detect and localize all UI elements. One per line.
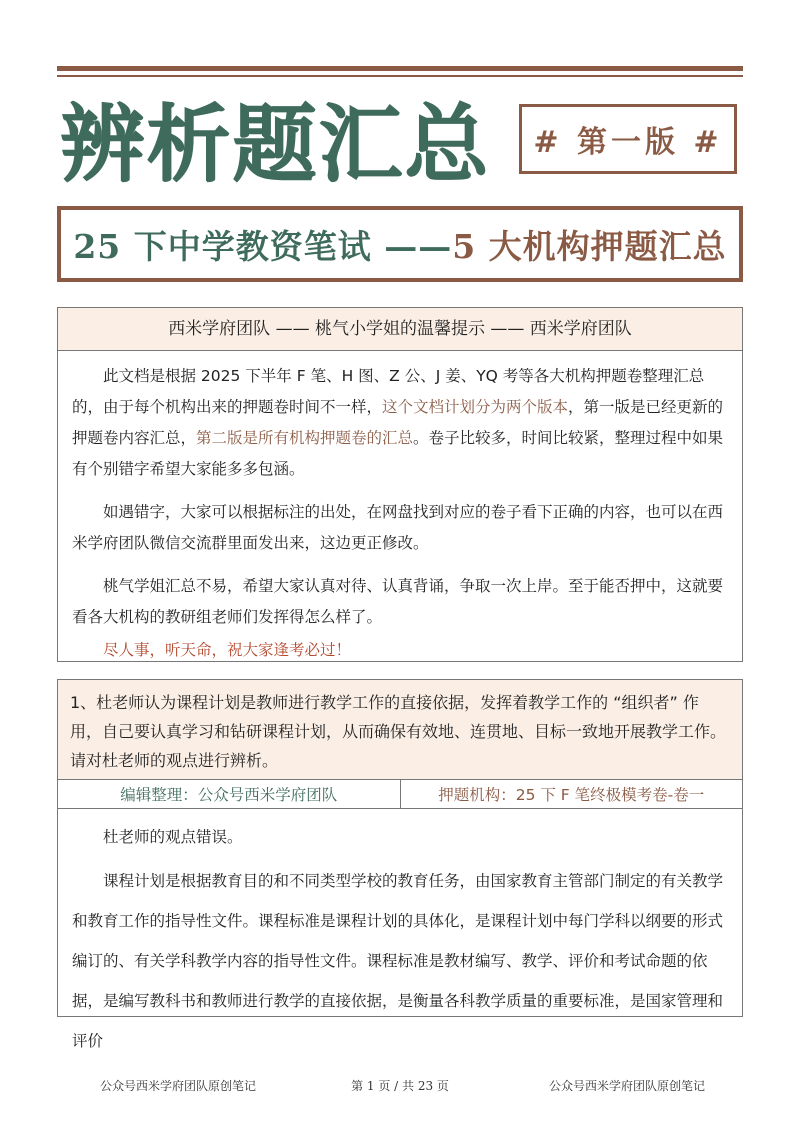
- question-meta-row: [58, 780, 742, 809]
- subtitle-banner: [57, 206, 743, 282]
- footer-right: 公众号西米学府团队原创笔记: [549, 1079, 706, 1093]
- subtitle-right: 5 大机构押题汇总: [452, 226, 727, 266]
- notice-box: [57, 307, 743, 662]
- question-source: 押题机构：25 下 F 笔终极模考卷-卷一: [438, 786, 705, 804]
- question-text: 1、杜老师认为课程计划是教师进行教学工作的直接依据，发挥着教学工作的 “组织者” 作用，自己要认真学习和钻研课程计划，从而确保有效地、连贯地、目标一致地开展教学工作。请对杜老师的观点进行辨析。: [58, 680, 742, 780]
- notice-closing: 尽人事，听天命，祝大家逢考必过！: [103, 641, 352, 659]
- notice-paragraph-3: 桃气学姐汇总不易，希望大家认真对待、认真背诵，争取一次上岸。至于能否押中，这就要看各大机构的教研组老师们发挥得怎么样了。: [72, 577, 724, 626]
- footer-page-number: 第 1 页 / 共 23 页: [351, 1079, 449, 1093]
- top-rule-thin: [57, 75, 743, 77]
- question-editor: 编辑整理：公众号西米学府团队: [58, 780, 401, 808]
- notice-p1-text-e: 。卷子比较多，时间比较紧，整理过程中如果有个别错字希望大家能多多包涵。: [72, 429, 724, 478]
- notice-body: [58, 351, 742, 666]
- subtitle-left: 25 下中学教资笔试 ——: [73, 226, 453, 266]
- notice-p1-text-a: 此文档是根据 2025 下半年 F 笔、H 图、Z 公、J 姜、YQ 考等各大机构押题卷整理汇总的，由于每个机构出来的押题卷时间不一样，: [72, 367, 705, 416]
- answer-paragraph-2: 课程计划是根据教育目的和不同类型学校的教育任务，由国家教育主管部门制定的有关教学和教育工作的指导性文件。课程标准是课程计划的具体化，是课程计划中每门学科以纲要的形式编订的、有关学科教学内容的指导性文件。课程标准是教材编写、教学、评价和考试命题的依据，是编写教科书和教师进行教学的直接依据，是衡量各科教学质量的重要标准，是国家管理和评价: [72, 872, 724, 1050]
- question-box: [57, 679, 743, 1050]
- edition-badge: # 第一版 #: [519, 104, 737, 174]
- top-rule-thick: [57, 66, 743, 71]
- notice-p1-text-c: ，第一版是已经更新的押题卷内容汇总，: [72, 398, 724, 447]
- notice-p1-highlight-2: 第二版是所有机构押题卷的汇总: [196, 429, 414, 447]
- answer-body: [58, 809, 742, 1061]
- notice-paragraph-2: 如遇错字，大家可以根据标注的出处，在网盘找到对应的卷子看下正确的内容，也可以在西米学府团队微信交流群里面发出来，这边更正修改。: [72, 503, 724, 552]
- notice-p1-highlight-1: 这个文档计划分为两个版本: [382, 398, 569, 416]
- notice-heading: 西米学府团队 —— 桃气小学姐的温馨提示 —— 西米学府团队: [58, 308, 742, 351]
- answer-paragraph-1: 杜老师的观点错误。: [103, 828, 243, 846]
- notice-paragraph-1: [72, 361, 728, 485]
- page-title: 辨析题汇总: [60, 94, 491, 193]
- footer-left: 公众号西米学府团队原创笔记: [100, 1079, 257, 1093]
